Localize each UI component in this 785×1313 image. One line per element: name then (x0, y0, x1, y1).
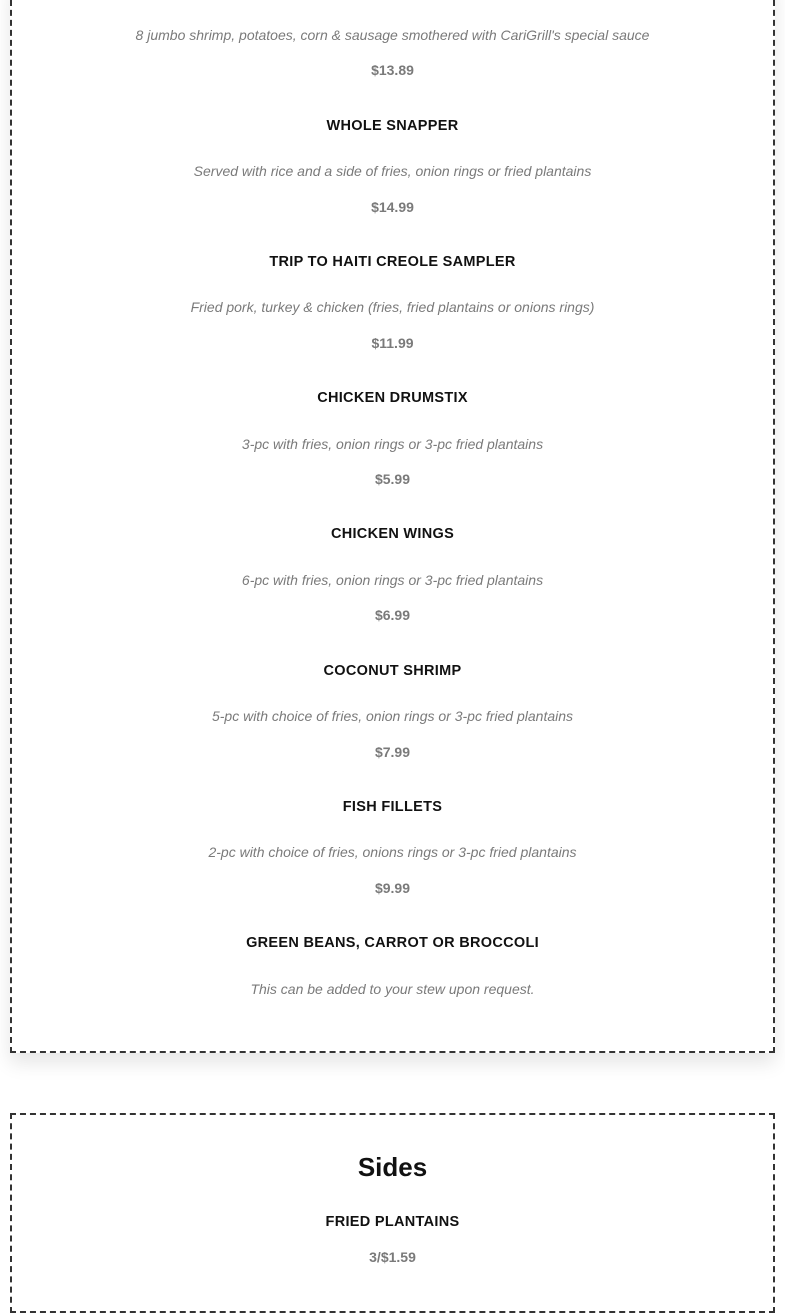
menu-item-name: COCONUT SHRIMP (323, 663, 462, 679)
menu-item-name: FRIED PLANTAINS (325, 1214, 460, 1230)
menu-item-price: $11.99 (371, 335, 414, 351)
menu-item-price: $13.89 (371, 62, 414, 78)
menu-item-price: $7.99 (374, 744, 411, 760)
menu-item-description: Served with rice and a side of fries, onion rings or fried plantains (193, 163, 592, 179)
menu-item-price: $5.99 (374, 471, 411, 487)
menu-item-price: 3/$1.59 (369, 1249, 416, 1265)
menu-item-description: 6-pc with fries, onion rings or 3-pc fried plantains (241, 572, 544, 588)
menu-item-description: Fried pork, turkey & chicken (fries, fried plantains or onions rings) (190, 299, 595, 315)
menu-item-name: CHICKEN DRUMSTIX (317, 390, 468, 406)
sides-menu-card (10, 1113, 775, 1313)
menu-item-name: GREEN BEANS, CARROT OR BROCCOLI (246, 935, 539, 951)
menu-item-name: TRIP TO HAITI CREOLE SAMPLER (269, 254, 516, 270)
menu-item-description: 5-pc with choice of fries, onion rings or 3-pc fried plantains (211, 708, 574, 724)
section-title: Sides (357, 1152, 428, 1182)
menu-item-description: 3-pc with fries, onion rings or 3-pc fried plantains (241, 436, 544, 452)
menu-item-description: This can be added to your stew upon request. (250, 981, 535, 997)
menu-item-name: CHICKEN WINGS (330, 526, 455, 542)
menu-item-name: FISH FILLETS (342, 799, 443, 815)
main-menu-card (10, 0, 775, 1053)
menu-item-description: 2-pc with choice of fries, onions rings or 3-pc fried plantains (208, 844, 577, 860)
menu-item-price: $14.99 (371, 199, 414, 215)
menu-item-price: $9.99 (374, 880, 411, 896)
menu-item-description: 8 jumbo shrimp, potatoes, corn & sausage smothered with CariGrill's special sauce (135, 27, 650, 43)
menu-item-price: $6.99 (374, 607, 411, 623)
menu-item-name: WHOLE SNAPPER (326, 118, 459, 134)
